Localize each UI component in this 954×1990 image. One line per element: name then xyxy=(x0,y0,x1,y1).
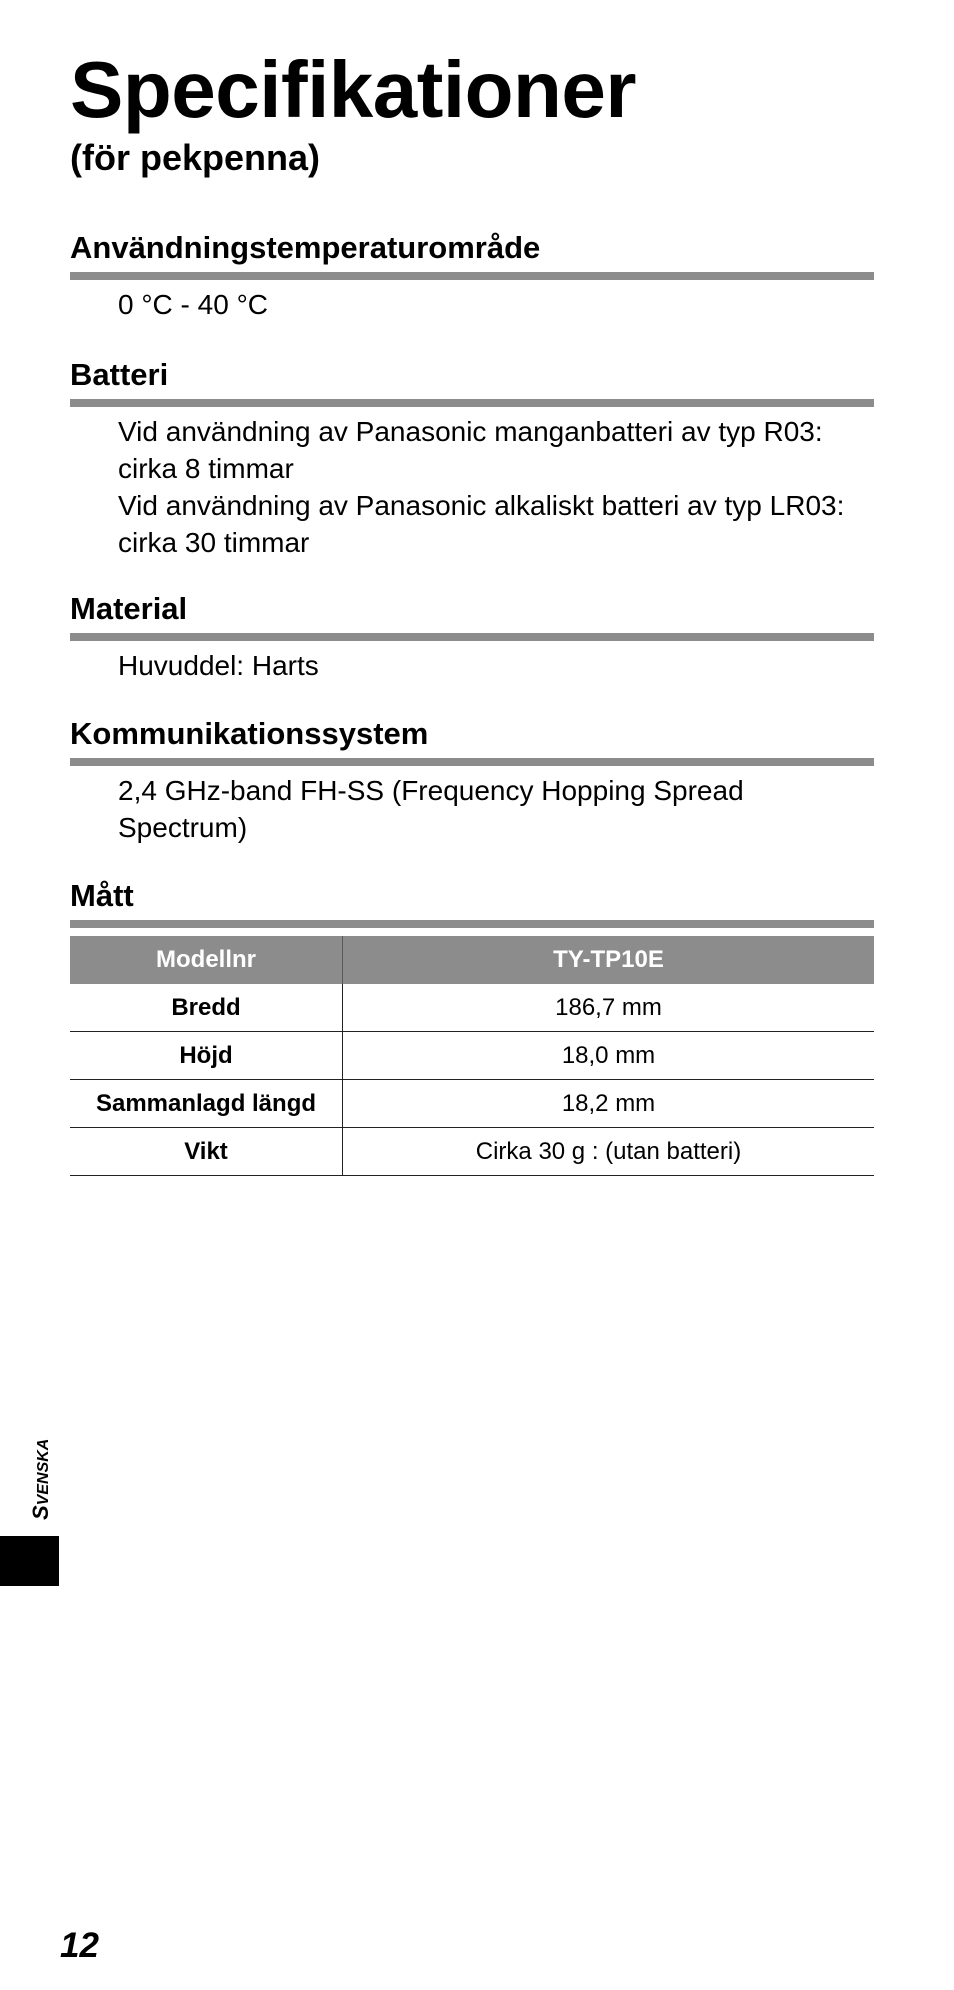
section-heading: Material xyxy=(70,591,188,626)
section-heading: Användningstemperaturområde xyxy=(70,230,541,265)
section-heading: Mått xyxy=(70,878,134,913)
section-divider xyxy=(70,272,874,280)
table-cell-value: Cirka 30 g : (utan batteri) xyxy=(343,1128,875,1176)
section-divider xyxy=(70,399,874,407)
table-cell-label: Vikt xyxy=(70,1128,343,1176)
section-communication xyxy=(70,716,874,846)
table-header-row xyxy=(70,936,874,984)
section-body xyxy=(70,413,874,561)
table-cell-value: 186,7 mm xyxy=(343,984,875,1032)
page-number: 12 xyxy=(60,1926,99,1965)
table-row xyxy=(70,984,874,1032)
page-subtitle: (för pekpenna) xyxy=(70,137,321,178)
section-heading: Kommunikationssystem xyxy=(70,716,429,751)
section-material xyxy=(70,591,874,684)
section-body xyxy=(70,286,874,323)
table-cell-value: 18,2 mm xyxy=(343,1080,875,1128)
body-line: cirka 30 timmar xyxy=(118,527,310,558)
table-cell-value: 18,0 mm xyxy=(343,1032,875,1080)
table-cell-label: Sammanlagd längd xyxy=(70,1080,343,1128)
section-dimensions xyxy=(70,878,874,928)
body-line: 0 °C - 40 °C xyxy=(118,289,268,320)
section-divider xyxy=(70,633,874,641)
section-body xyxy=(70,772,874,846)
section-divider xyxy=(70,758,874,766)
language-tab-marker xyxy=(0,1536,59,1586)
table-row xyxy=(70,1128,874,1176)
section-body xyxy=(70,647,874,684)
body-line: cirka 8 timmar xyxy=(118,453,294,484)
body-line: Vid användning av Panasonic alkaliskt batteri av typ LR03: xyxy=(118,490,845,521)
table-cell-label: Bredd xyxy=(70,984,343,1032)
page-title: Specifikationer xyxy=(70,45,637,134)
section-temperature xyxy=(70,230,874,323)
section-battery xyxy=(70,357,874,561)
language-tab-label: SVENSKA xyxy=(28,1438,53,1520)
table-cell-label: Höjd xyxy=(70,1032,343,1080)
table-header-model-number: TY-TP10E xyxy=(343,936,875,984)
table-row xyxy=(70,1080,874,1128)
body-line: Huvuddel: Harts xyxy=(118,650,319,681)
section-divider xyxy=(70,920,874,928)
body-line: 2,4 GHz-band FH-SS (Frequency Hopping Spread xyxy=(118,775,744,806)
section-heading: Batteri xyxy=(70,357,169,392)
table-header-model: Modellnr xyxy=(70,936,343,984)
body-line: Spectrum) xyxy=(118,812,248,843)
dimensions-table xyxy=(70,936,874,1176)
table-row xyxy=(70,1032,874,1080)
body-line: Vid användning av Panasonic manganbatteri av typ R03: xyxy=(118,416,823,447)
